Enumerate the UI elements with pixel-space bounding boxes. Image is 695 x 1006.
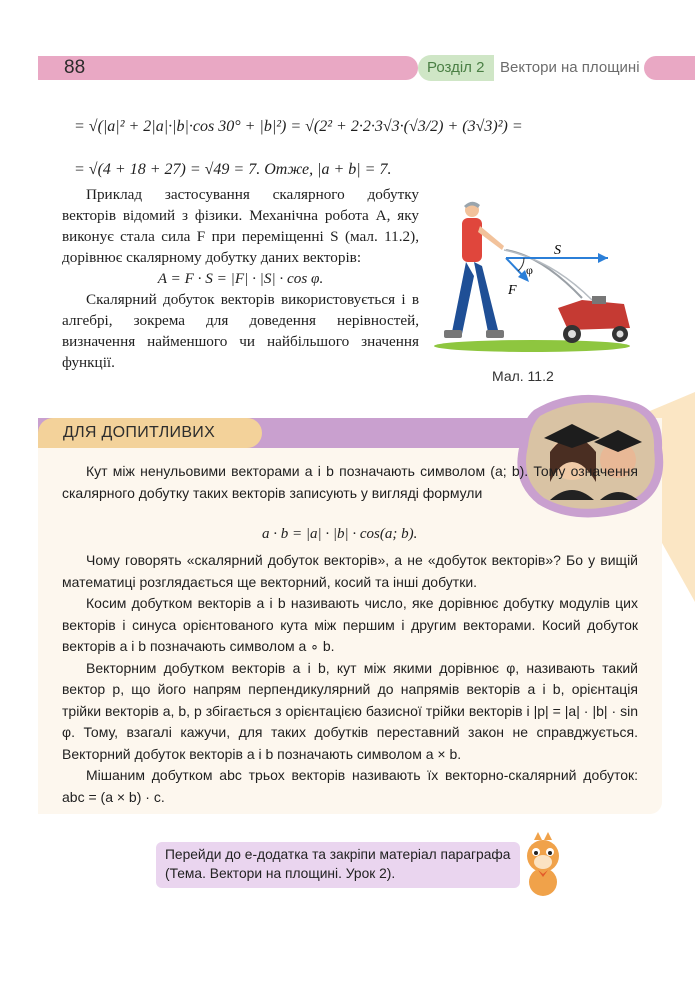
- curious-paragraph-4: Векторним добутком векторів a і b, кут між якими дорівнює φ, називають такий вектор p, що його напрям перпендикулярний до напрямів векторів a і b, орієнтація трійки векторів a, b, p збігається з орієнтацією базисної трійки векторів і |p| = |a| · |b| · sin φ. Тому, взагалі кажучи, для таких добутків переставний закон не справджується. Векторний добуток векторів a і b позначають символом a × b.: [62, 659, 638, 762]
- work-formula: A = F · S = |F| · |S| · cos φ.: [157, 270, 324, 287]
- curious-formula: a · b = |a| · |b| · cos(a; b).: [262, 526, 418, 542]
- curious-paragraph-1: Кут між ненульовими векторами a і b позначають символом (a; b). Тому означення скалярного добутку таких векторів записують у вигляді формули: [62, 463, 638, 501]
- header-bar: [38, 56, 418, 80]
- topic-label: Вектори на площині: [500, 59, 640, 76]
- header-bar-right: [644, 56, 695, 80]
- topic-badge: [494, 55, 644, 81]
- figure-caption: Мал. 11.2: [492, 368, 554, 384]
- angle-arc: [518, 258, 524, 271]
- person-illustration: [444, 202, 504, 338]
- vector-s-head: [598, 253, 608, 263]
- page-number: 88: [64, 57, 86, 78]
- lawnmower-figure: [432, 196, 632, 356]
- e-addition-text: Перейди до е-додатка та закріпи матеріал параграфа (Тема. Вектори на площині. Урок 2).: [165, 847, 511, 881]
- curious-paragraph-3: Косим добутком векторів a і b називають число, яке дорівнює добутку модулів цих векторів і синуса орієнтованого кута між першим і другим векторами. Косий добуток векторів a і b позначають символом a ∘ b.: [62, 595, 638, 654]
- curious-text-1: [62, 461, 638, 504]
- label-f: F: [508, 283, 517, 298]
- e-addition-box[interactable]: [156, 842, 520, 888]
- section-badge: [418, 55, 494, 81]
- formula-line-1: = √(|a|² + 2|a|·|b|·cos 30° + |b|²) = √(2² + 2·2·3√3·(√3/2) + (3√3)²) =: [74, 118, 523, 135]
- grass: [434, 340, 630, 352]
- section-label: Розділ 2: [427, 59, 485, 76]
- curious-text-2: [62, 550, 638, 808]
- physics-paragraph-1: Приклад застосування скалярного добутку векторів відомий з фізики. Механічна робота A, яку виконує стала сила F при переміщенні S (мал. 11.2), дорівнює скалярному добутку даних векторів:: [62, 186, 419, 266]
- curious-title: ДЛЯ ДОПИТЛИВИХ: [63, 424, 216, 441]
- curious-paragraph-5: Мішаним добутком abc трьох векторів називають їх векторно-скалярний добуток: abc = (a × b) · c.: [62, 767, 638, 805]
- physics-paragraph-2: Скалярний добуток векторів використовується і в алгебрі, зокрема для доведення нерівностей, визначення найменшого чи найбільшого значення функції.: [62, 291, 419, 371]
- physics-example: [62, 184, 419, 373]
- curious-paragraph-2: Чому говорять «скалярний добуток векторів», а не «добуток векторів»? Бо у вищій математиці розглядається ще векторний, косий та інші добутки.: [62, 552, 638, 590]
- formula-line-2: = √(4 + 18 + 27) = √49 = 7. Отже, |a + b| = 7.: [74, 161, 392, 178]
- label-phi: φ: [526, 263, 533, 277]
- mascot-icon: [520, 832, 566, 898]
- label-s: S: [554, 243, 561, 258]
